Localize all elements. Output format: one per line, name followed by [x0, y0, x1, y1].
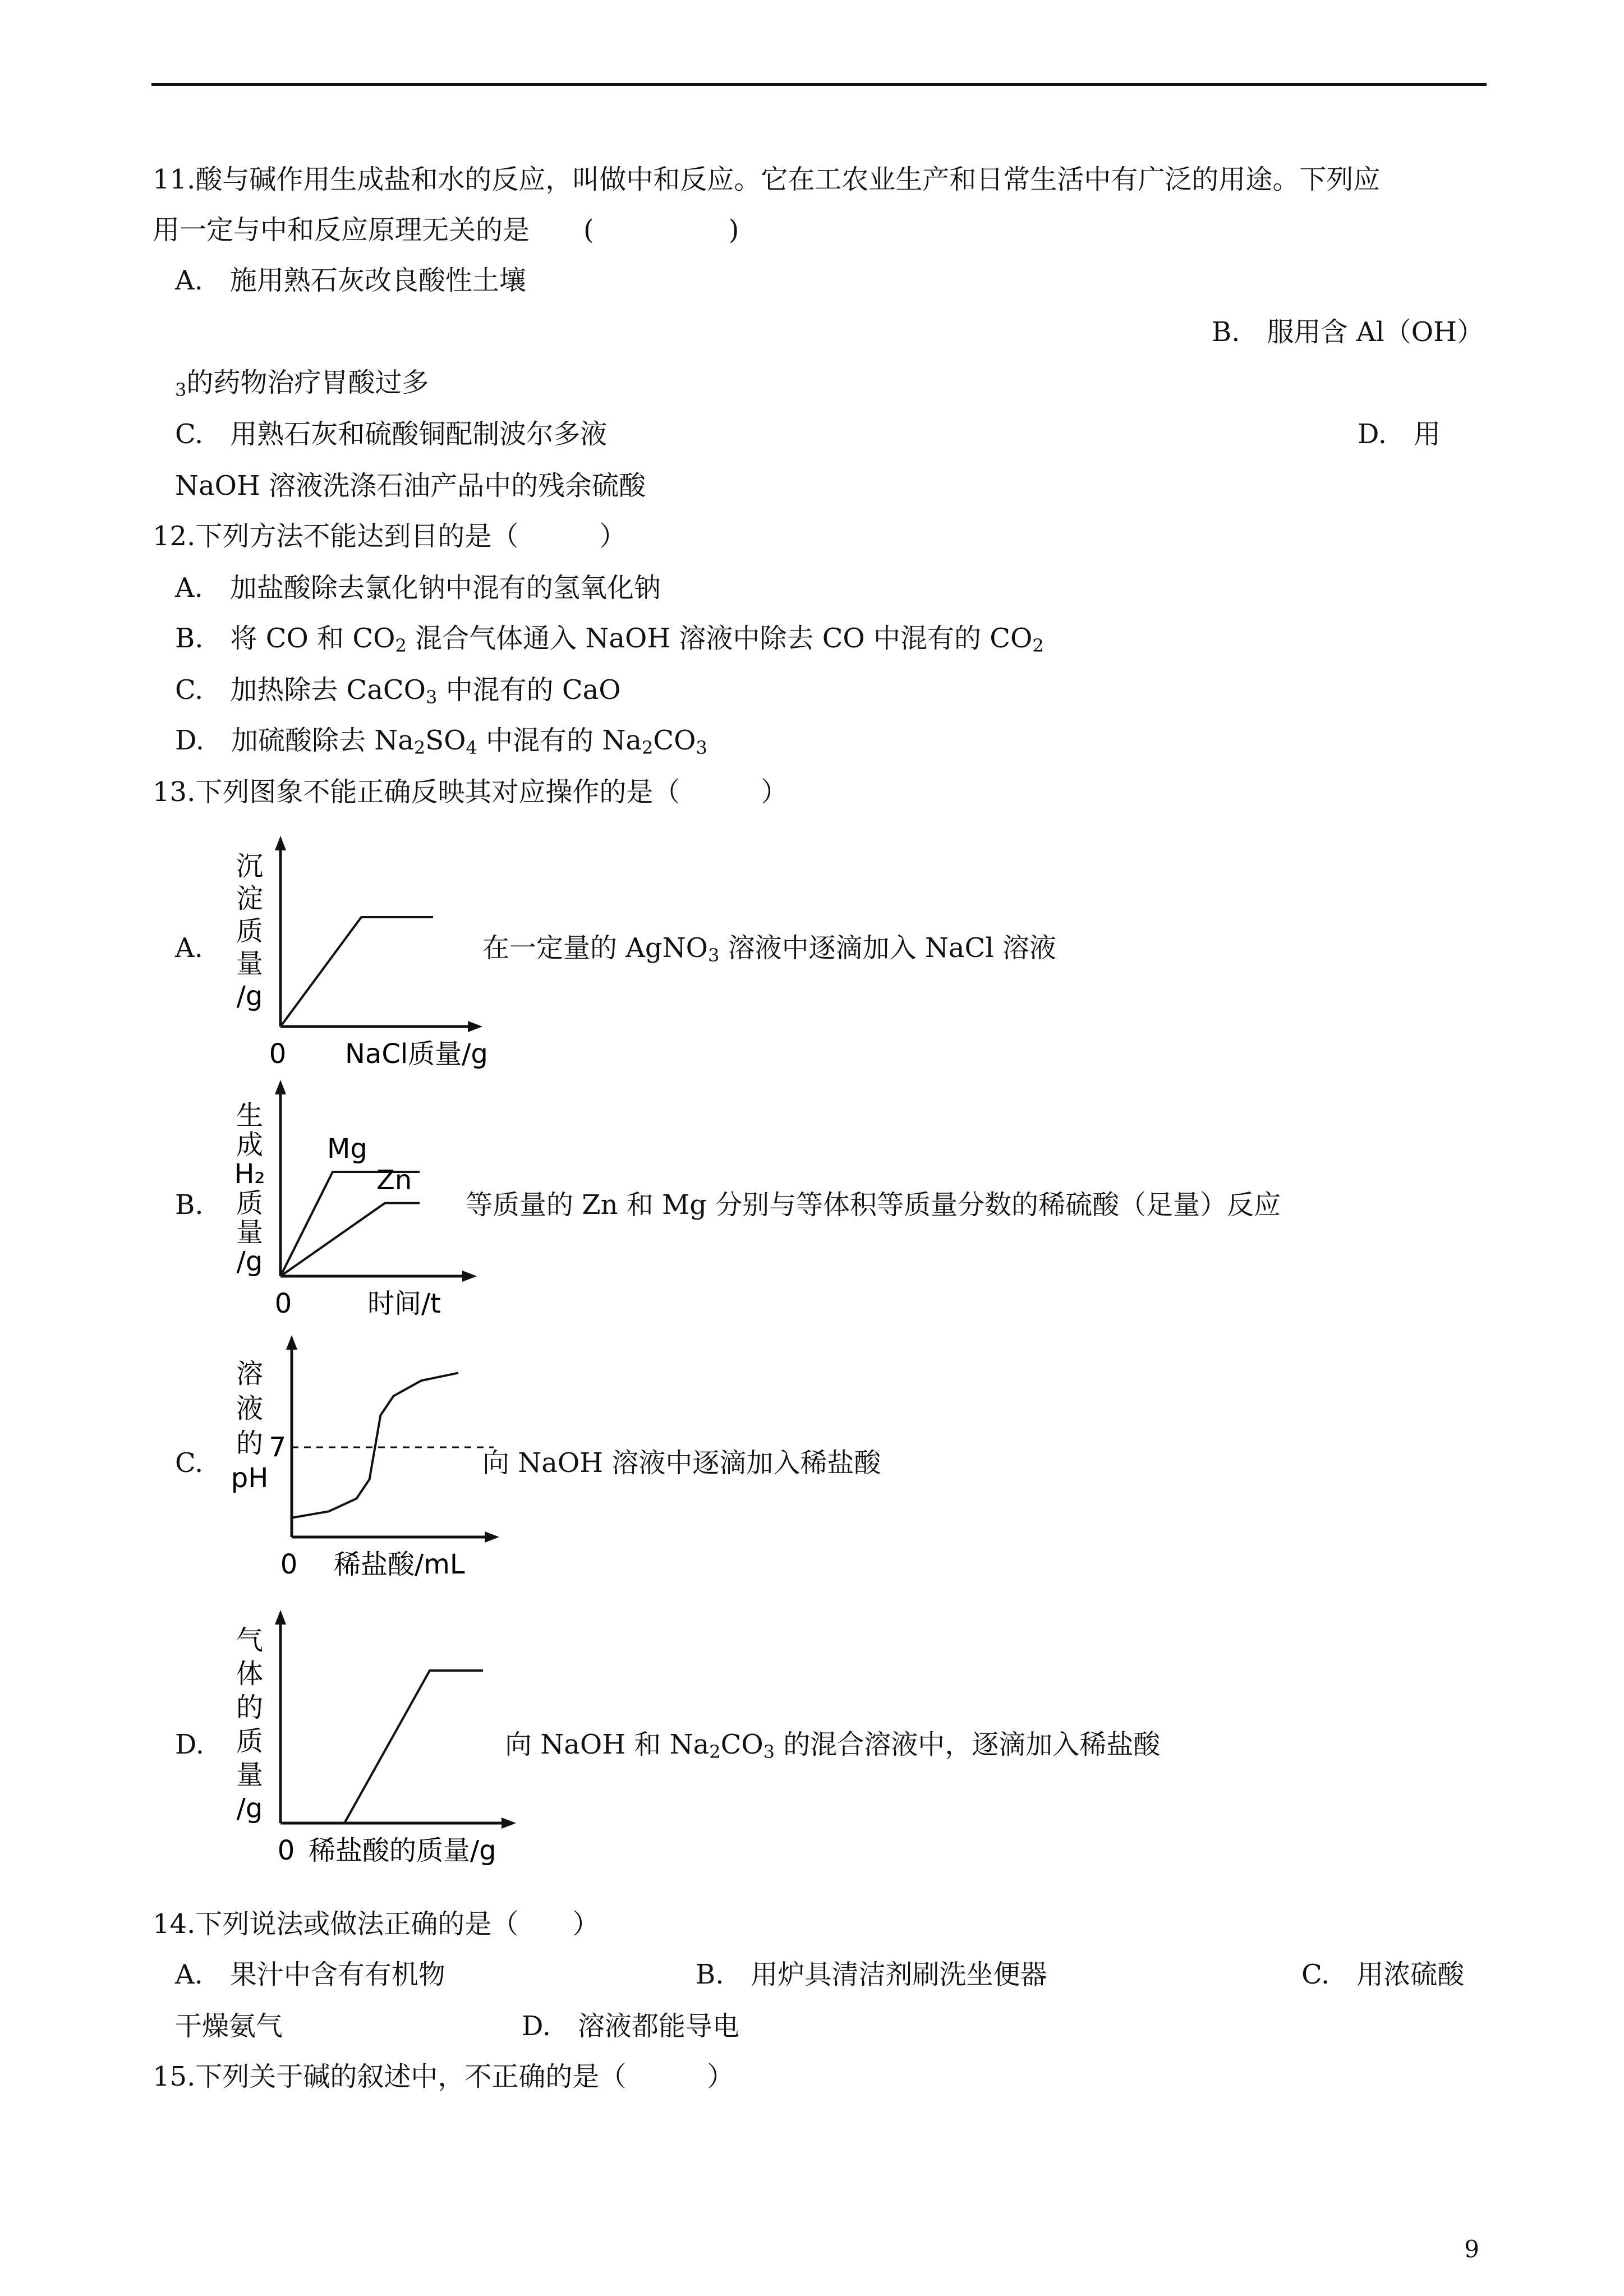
x-axis-arrow — [502, 1818, 516, 1829]
y-axis-label-char: 的 — [236, 1692, 264, 1723]
q13-stem: 13.下列图象不能正确反映其对应操作的是（ ） — [153, 776, 788, 808]
q11-option-b-line1: B. 服用含 Al（OH） — [1212, 316, 1484, 348]
y-axis-label-char: 的 — [236, 1428, 264, 1459]
y-axis-label-char: 质 — [236, 1726, 264, 1757]
y-axis-label-char: 质 — [236, 1188, 264, 1219]
q11-stem-line1: 11.酸与碱作用生成盐和水的反应，叫做中和反应。它在工农业生产和日常生活中有广泛的用途。下列应 — [153, 164, 1381, 195]
origin-label: 0 — [269, 1038, 287, 1070]
chart-a-svg — [224, 836, 494, 1083]
origin-label: 0 — [280, 1549, 298, 1580]
q13-option-a-text: 在一定量的 AgNO$_3$ 溶液中逐滴加入 NaCl 溶液 — [482, 932, 1056, 966]
q13-option-c-text: 向 NaOH 溶液中逐滴加入稀盐酸 — [482, 1447, 881, 1479]
y-axis-label-char: 液 — [236, 1393, 264, 1424]
chart-d — [224, 1616, 516, 1881]
series-line — [280, 1203, 420, 1276]
y-axis-arrow — [286, 1335, 297, 1350]
series-line — [280, 917, 433, 1027]
q11-option-c: C. 用熟石灰和硫酸铜配制波尔多液 — [175, 418, 608, 450]
y-axis-label-char: 溶 — [236, 1358, 264, 1389]
y-axis-label-char: 成 — [236, 1129, 264, 1161]
page-number: 9 — [1464, 2235, 1479, 2263]
q12-option-c: C. 加热除去 CaCO$_3$ 中混有的 CaO — [175, 674, 621, 708]
x-axis-label: 时间/t — [367, 1288, 441, 1319]
y-axis-label-char: H₂ — [234, 1158, 265, 1190]
q11-stem-line2: 用一定与中和反应原理无关的是 ( ) — [153, 214, 739, 246]
y-axis-label-char: 质 — [236, 915, 264, 947]
x-axis-arrow — [485, 1531, 499, 1543]
q12-option-b: B. 将 CO 和 $CO_2$ 混合气体通入 NaOH 溶液中除去 CO 中混有的 $CO_2$ — [175, 623, 1044, 656]
y-axis-arrow — [275, 1610, 286, 1625]
chart-d-svg — [224, 1616, 516, 1879]
x-axis-label: NaCl质量/g — [345, 1038, 488, 1070]
q11-option-a: A. 施用熟石灰改良酸性土壤 — [175, 265, 526, 296]
q12-option-a: A. 加盐酸除去氯化钠中混有的氢氧化钠 — [175, 572, 661, 604]
chart-a — [224, 836, 494, 1085]
q13-option-c-letter: C. — [175, 1447, 204, 1479]
chart-c-svg — [224, 1346, 494, 1593]
y-axis-label-char: 量 — [236, 948, 264, 979]
q14-option-d: D. 溶液都能导电 — [522, 2010, 740, 2042]
origin-label: 0 — [277, 1835, 295, 1866]
series-label: Mg — [327, 1133, 367, 1165]
q12-option-d: D. 加硫酸除去 $Na_2SO_4$ 中混有的 $Na_2CO_3$ — [175, 725, 707, 758]
q14-option-c-line2: 干燥氨气 — [175, 2010, 283, 2042]
y-axis-label-char: /g — [236, 1793, 263, 1824]
y-tick-label: 7 — [269, 1432, 286, 1463]
y-axis-label-char: /g — [236, 981, 263, 1012]
series-label: Zn — [376, 1164, 412, 1196]
q15-stem: 15.下列关于碱的叙述中，不正确的是（ ） — [153, 2061, 734, 2092]
series-line — [292, 1373, 458, 1517]
x-axis-label: 稀盐酸/mL — [334, 1549, 465, 1580]
q13-option-d-letter: D. — [175, 1729, 205, 1760]
q13-option-b-text: 等质量的 Zn 和 Mg 分别与等体积等质量分数的稀硫酸（足量）反应 — [466, 1189, 1281, 1221]
y-axis-label-char: 气 — [236, 1625, 264, 1656]
x-axis-arrow — [468, 1021, 482, 1032]
q11-option-b-subscript: 3 — [175, 379, 187, 401]
q12-stem: 12.下列方法不能达到目的是（ ） — [153, 521, 627, 552]
q11-option-b-line2: $_3$的药物治疗胃酸过多 — [175, 367, 429, 401]
x-axis-label: 稀盐酸的质量/g — [309, 1835, 496, 1866]
q14-option-a: A. 果汁中含有有机物 — [175, 1959, 445, 1990]
q11-option-d-line1: D. 用 — [1358, 418, 1441, 450]
x-axis-arrow — [462, 1271, 477, 1282]
chart-c — [224, 1346, 494, 1595]
y-axis-label-char: /g — [236, 1246, 263, 1277]
chart-b — [224, 1091, 494, 1335]
y-axis-label-char: 淀 — [236, 883, 264, 914]
q13-option-a-letter: A. — [175, 932, 203, 964]
q14-stem: 14.下列说法或做法正确的是（ ） — [153, 1908, 600, 1940]
q11-option-d-line2: NaOH 溶液洗涤石油产品中的残余硫酸 — [175, 470, 646, 501]
y-axis-arrow — [275, 836, 286, 850]
y-axis-label-char: 沉 — [236, 850, 264, 882]
y-axis-label-char: 体 — [236, 1658, 264, 1690]
q13-option-d-text: 向 NaOH 和 $Na_2CO_3$ 的混合溶液中，逐滴加入稀盐酸 — [505, 1729, 1161, 1763]
q14-option-b: B. 用炉具清洁剂刷洗坐便器 — [696, 1959, 1047, 1990]
q14-option-c-line1: C. 用浓硫酸 — [1301, 1959, 1465, 1990]
y-axis-label-char: 量 — [236, 1759, 264, 1791]
y-axis-label-char: pH — [231, 1462, 269, 1494]
chart-b-svg — [224, 1091, 494, 1332]
y-axis-label-char: 生 — [236, 1100, 264, 1131]
q13-option-b-letter: B. — [175, 1189, 204, 1221]
series-line — [280, 1671, 483, 1823]
y-axis-label-char: 量 — [236, 1217, 264, 1248]
origin-label: 0 — [274, 1288, 292, 1319]
header-rule — [151, 83, 1487, 86]
